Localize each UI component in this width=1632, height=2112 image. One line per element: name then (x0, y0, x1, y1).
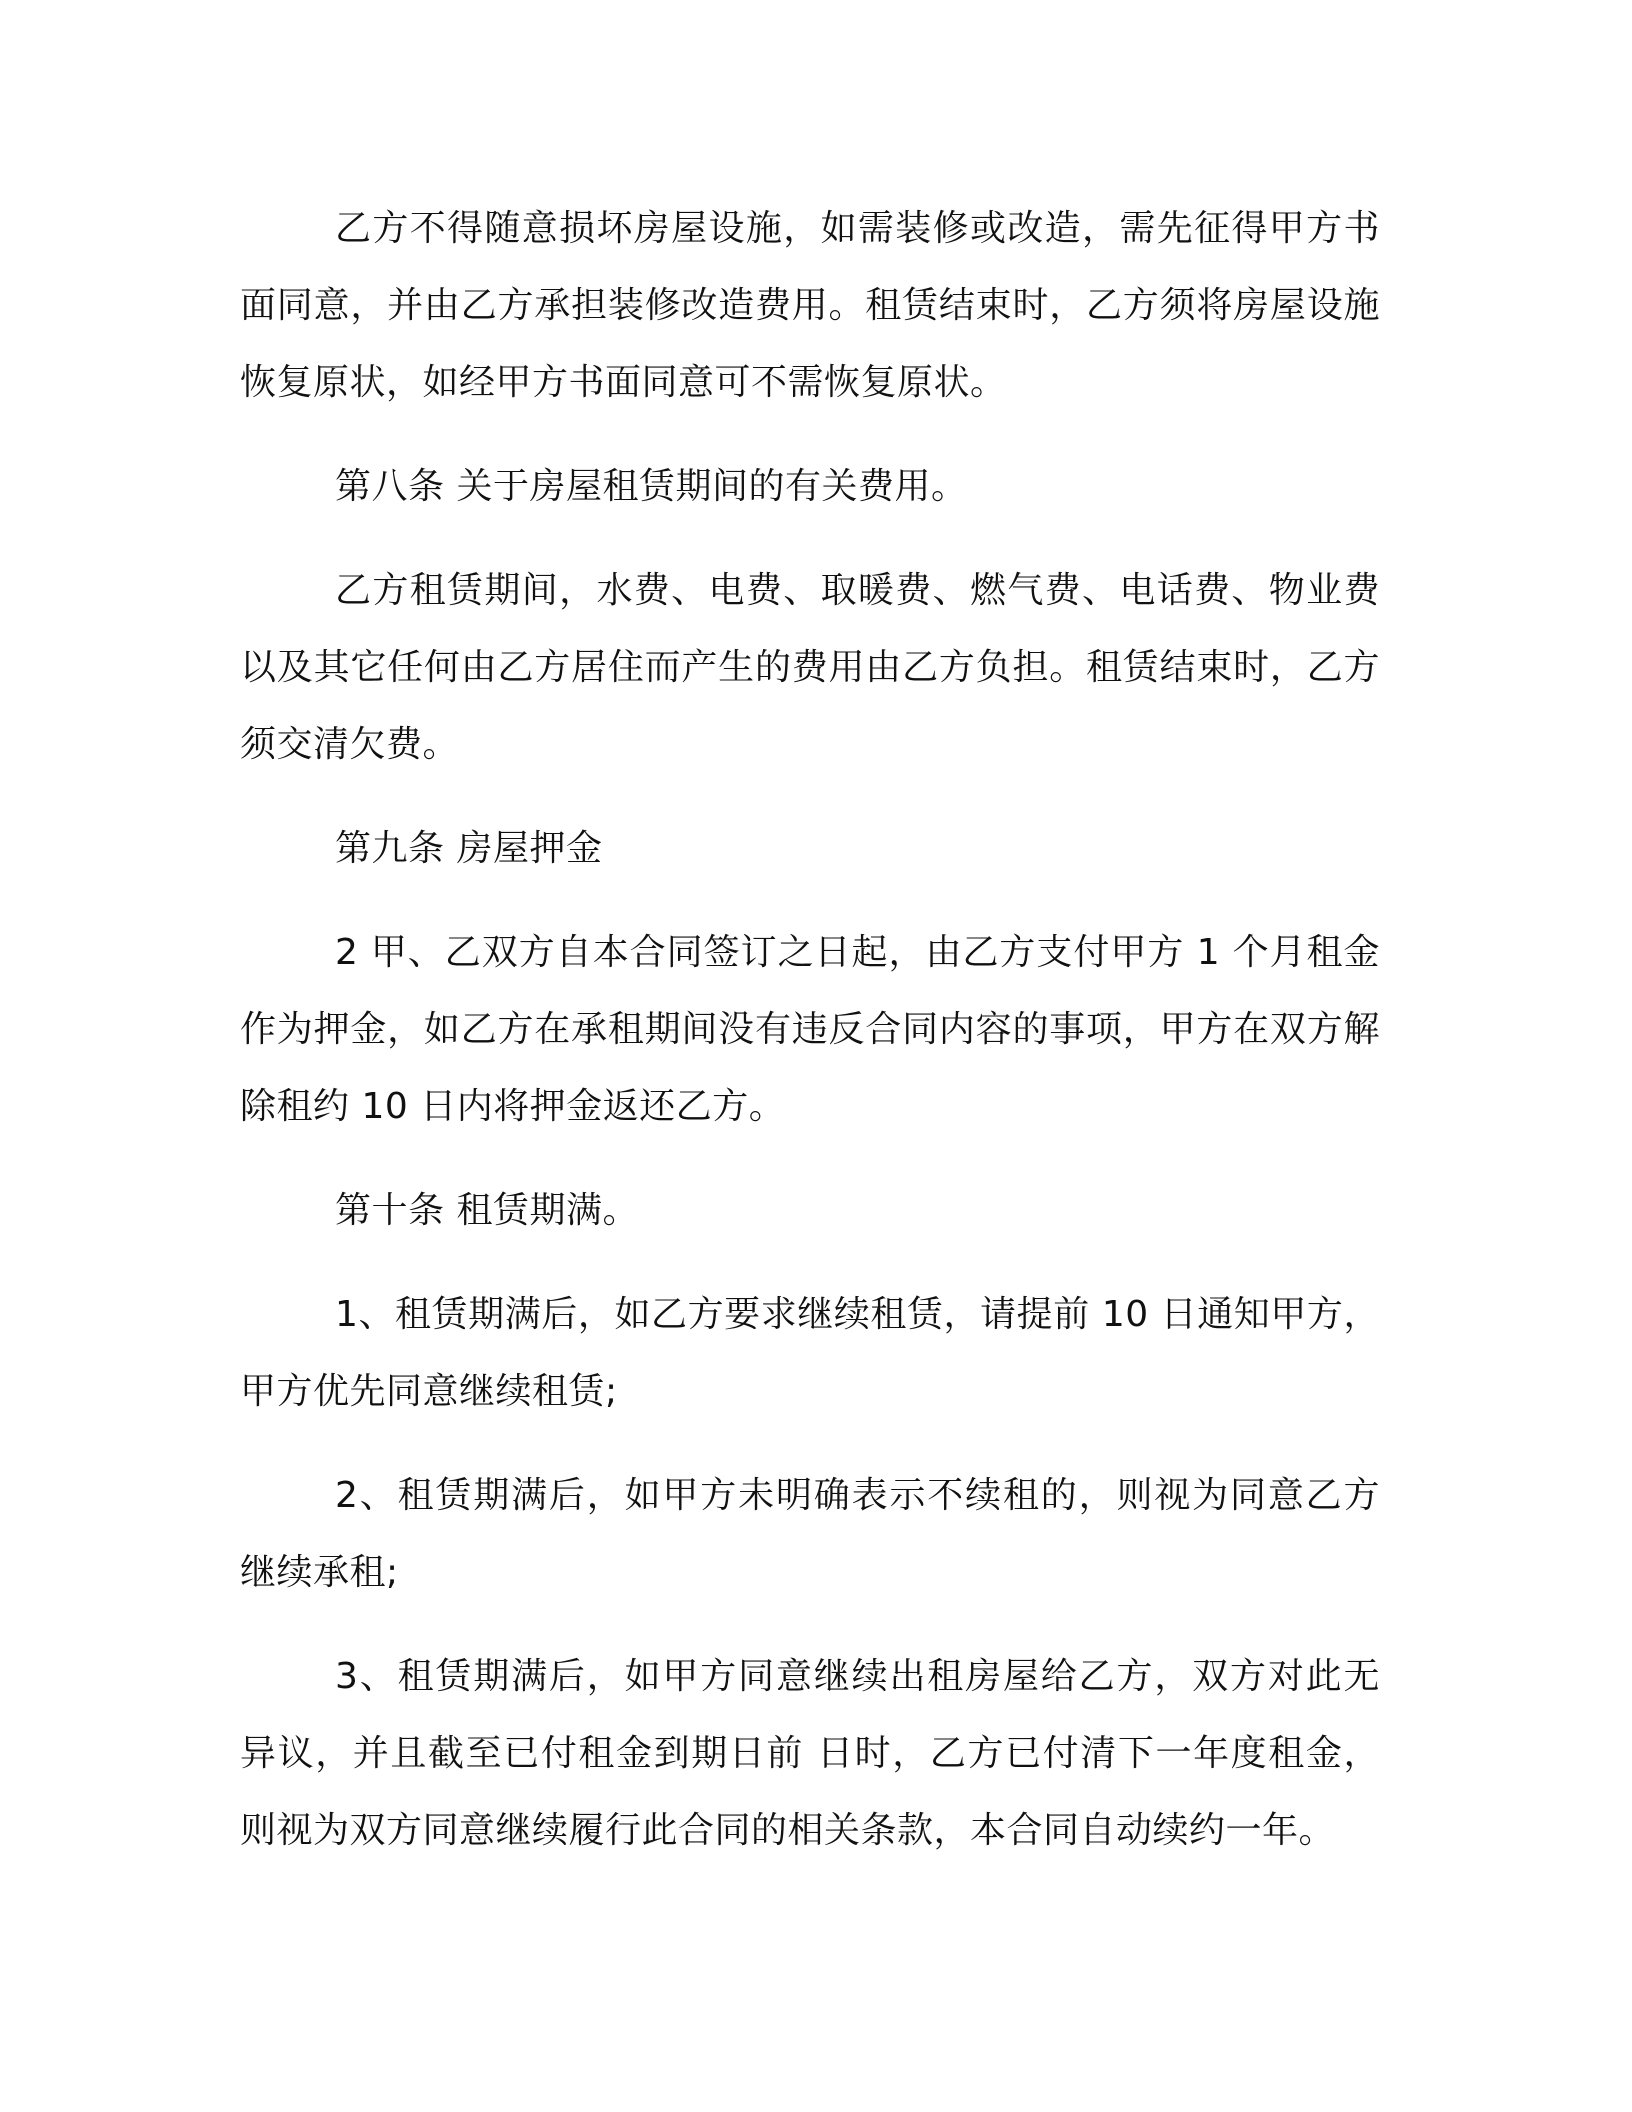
paragraph-restoration: 乙方不得随意损坏房屋设施，如需装修或改造，需先征得甲方书面同意，并由乙方承担装修改造费用。租赁结束时，乙方须将房屋设施恢复原状，如经甲方书面同意可不需恢复原状。 (240, 208, 1380, 403)
article-8-heading: 第八条 关于房屋租赁期间的有关费用。 (335, 466, 968, 507)
document-page (240, 190, 1380, 1896)
paragraph-deposit: 2 甲、乙双方自本合同签订之日起，由乙方支付甲方 1 个月租金作为押金，如乙方在承租期间没有违反合同内容的事项，甲方在双方解除租约 10 日内将押金返还乙方。 (240, 932, 1380, 1127)
article-10-heading: 第十条 租赁期满。 (335, 1190, 639, 1231)
paragraph-fees: 乙方租赁期间，水费、电费、取暖费、燃气费、电话费、物业费以及其它任何由乙方居住而产生的费用由乙方负担。租赁结束时，乙方须交清欠费。 (240, 570, 1380, 765)
paragraph-expiry-3: 3、租赁期满后，如甲方同意继续出租房屋给乙方，双方对此无异议，并且截至已付租金到期日前 日时，乙方已付清下一年度租金，则视为双方同意继续履行此合同的相关条款，本合同自动续约一年。 (240, 1656, 1380, 1851)
article-9-heading: 第九条 房屋押金 (335, 828, 603, 869)
paragraph-expiry-1: 1、租赁期满后，如乙方要求继续租赁，请提前 10 日通知甲方，甲方优先同意继续租赁; (240, 1294, 1380, 1412)
paragraph-expiry-2: 2、租赁期满后，如甲方未明确表示不续租的，则视为同意乙方继续承租; (240, 1475, 1380, 1593)
